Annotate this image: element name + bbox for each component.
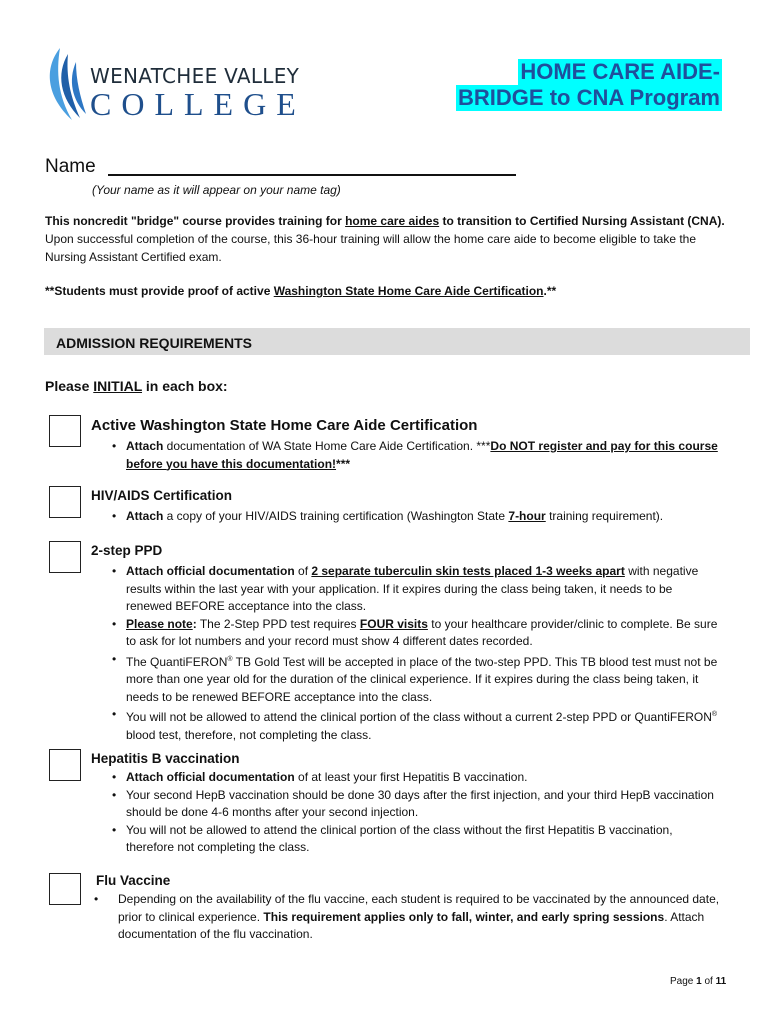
req-list-flu	[90, 891, 722, 944]
page-of: of	[701, 976, 716, 987]
page-current: 1	[696, 976, 702, 987]
proof-text-underline: Washington State Home Care Aide Certification	[273, 284, 544, 298]
page-label: Page	[670, 976, 697, 987]
list-item	[108, 769, 720, 787]
bullet-text: a copy of your HIV/AIDS training certification (Washington State	[163, 509, 509, 523]
bullet-underline: 7-hour	[508, 509, 546, 523]
bullet-colon: :	[192, 616, 197, 631]
bullet-bold: Attach	[126, 439, 164, 453]
initial-text: Please	[45, 378, 94, 394]
bullet-text: You will not be allowed to attend the clinical portion of the class without a current 2-step PPD or QuantiFERON	[126, 710, 712, 724]
list-item	[108, 787, 720, 822]
initial-box-home-care-cert[interactable]	[49, 415, 81, 447]
list-item	[108, 616, 720, 651]
bullet-text: The 2-Step PPD test requires	[196, 616, 360, 631]
bullet-underline: Do NOT register and pay for this course before you have this documentation!	[126, 439, 718, 471]
initial-box-hep-b[interactable]	[49, 749, 81, 781]
page-number	[670, 976, 726, 987]
req-heading-hiv-aids: HIV/AIDS Certification	[91, 488, 233, 503]
registered-mark: ®	[711, 711, 718, 718]
list-item	[108, 563, 720, 616]
req-heading-hep-b: Hepatitis B vaccination	[91, 751, 240, 766]
initial-text-end: in each box:	[142, 378, 228, 394]
list-item	[108, 651, 720, 707]
req-heading-ppd: 2-step PPD	[91, 543, 163, 558]
intro-text-bold: This noncredit "bridge" course provides training for	[45, 214, 346, 228]
name-input-line[interactable]	[108, 174, 516, 176]
bullet-text: documentation of WA State Home Care Aide Certification. ***	[163, 439, 491, 453]
document-title	[456, 59, 722, 111]
bullet-bold: Attach	[126, 509, 164, 523]
bullet-end: with negative results within the last year with your application. If it expires during the class being taken, it needs to be renewed BEFORE acceptance into the class.	[126, 564, 699, 613]
initial-box-ppd[interactable]	[49, 541, 81, 573]
bullet-text: Depending on the availability of the flu vaccine, each student is required to be vaccinated by the announced date, prior to clinical experience.	[118, 892, 720, 924]
bullet-bold: This requirement applies only to fall, winter, and early spring sessions	[263, 909, 665, 924]
name-hint: (Your name as it will appear on your name tag)	[92, 183, 341, 197]
bullet-end: to your healthcare provider/clinic to complete. Be sure to ask for lot numbers and your record must show 4 different dates recorded.	[126, 616, 718, 648]
req-heading-home-care-cert: Active Washington State Home Care Aide Certification	[91, 417, 478, 434]
registered-mark: ®	[227, 655, 233, 663]
initial-text-underline: INITIAL	[93, 378, 143, 394]
list-item	[108, 508, 718, 526]
logo-wordmark-top: WENATCHEE VALLEY	[90, 64, 300, 88]
proof-text-end: .**	[543, 284, 557, 298]
list-item	[90, 891, 722, 944]
page-total: 11	[715, 976, 727, 987]
title-line-1: HOME CARE AIDE-	[520, 59, 720, 84]
intro-text-bold-2: to transition to Certified Nursing Assistant (CNA).	[439, 214, 725, 228]
list-item	[108, 706, 720, 744]
bullet-text: Your second HepB vaccination should be done 30 days after the first injection, and your third HepB vaccination should be done 4-6 months after your second injection.	[126, 787, 714, 819]
bullet-underline: Please note	[126, 616, 193, 631]
proof-notice	[45, 282, 725, 300]
req-list-home-care-cert	[108, 438, 718, 473]
bullet-underline-2: FOUR visits	[359, 616, 428, 631]
bullet-text: of	[294, 564, 312, 578]
req-list-hep-b	[108, 769, 720, 857]
intro-paragraph	[45, 212, 725, 266]
intro-text-underline: home care aides	[345, 214, 440, 228]
bullet-text: The QuantiFERON	[126, 654, 228, 669]
bullet-text: You will not be allowed to attend the clinical portion of the class without the first Hepatitis B vaccination, therefore not completing the class.	[126, 822, 673, 854]
list-item	[108, 438, 718, 473]
req-list-ppd	[108, 563, 720, 744]
section-header-title: ADMISSION REQUIREMENTS	[56, 335, 253, 351]
initial-box-hiv-aids[interactable]	[49, 486, 81, 518]
logo-wordmark-bottom: COLLEGE	[90, 86, 306, 122]
req-list-hiv-aids	[108, 508, 718, 526]
bullet-underline: 2 separate tuberculin skin tests placed 1-3 weeks apart	[311, 564, 625, 578]
bullet-bold: Attach official documentation	[126, 564, 295, 578]
name-label: Name	[45, 156, 96, 177]
bullet-text-2: blood test, therefore, not completing the class.	[126, 727, 372, 742]
initial-instruction	[45, 378, 228, 394]
bullet-end: ***	[336, 456, 351, 471]
list-item	[108, 822, 720, 857]
initial-box-flu[interactable]	[49, 873, 81, 905]
bullet-end: . Attach documentation of the flu vaccination.	[118, 909, 705, 941]
title-line-2: BRIDGE to CNA Program	[458, 85, 720, 110]
proof-text: **Students must provide proof of active	[45, 284, 274, 298]
bullet-text-2: TB Gold Test will be accepted in place of the two-step PPD. This TB blood test must not be more than one year old for the duration of the clinical experience. If it expires during the class being taken, it needs to be renewed BEFORE acceptance into the class.	[126, 654, 718, 704]
bullet-end: training requirement).	[545, 509, 664, 523]
intro-text: Upon successful completion of the course, this 36-hour training will allow the home care aide to become eligible to take the Nursing Assistant Certified exam.	[45, 232, 697, 264]
bullet-bold: Attach official documentation	[126, 770, 295, 784]
bullet-text: of at least your first Hepatitis B vaccination.	[294, 770, 528, 784]
req-heading-flu: Flu Vaccine	[96, 873, 171, 888]
